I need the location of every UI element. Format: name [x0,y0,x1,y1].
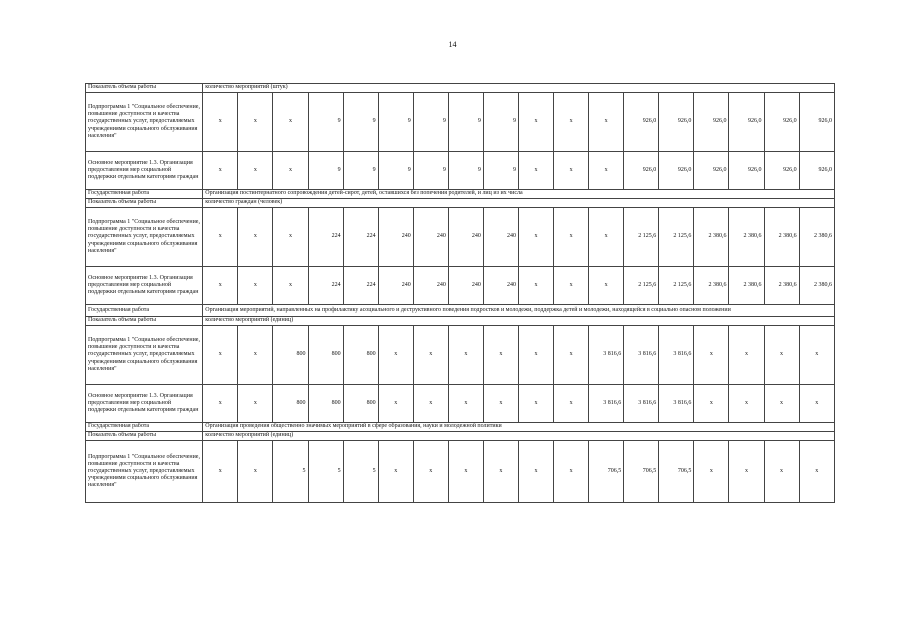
table-cell: x [764,441,799,503]
table-cell: 926,0 [624,152,659,190]
table-cell: x [203,326,238,385]
table-cell: 5 [308,441,343,503]
table-cell: 706,5 [659,441,694,503]
table-cell: x [554,93,589,152]
row-label: Основное мероприятие 1.3. Организация предоставления мер социальной поддержки отдельным категориям граждан [86,152,203,190]
table-cell: x [238,385,273,423]
table-cell: x [238,267,273,305]
table-cell: 3 816,6 [659,385,694,423]
table-cell: x [694,441,729,503]
section-row [86,305,835,317]
row-label: Основное мероприятие 1.3. Организация предоставления мер социальной поддержки отдельным категориям граждан [86,385,203,423]
table-cell: 240 [448,267,483,305]
row-description: Организация проведения общественно значимых мероприятий в сфере образования, науки и молодежной политики [203,423,835,432]
table-cell: 2 125,6 [624,208,659,267]
table-cell: 2 125,6 [659,267,694,305]
table-cell: x [799,326,834,385]
report-table [85,83,835,503]
table-cell: x [589,208,624,267]
row-label: Подпрограмма 1 "Социальное обеспечение, повышение доступности и качества государственных услуг, предоставляемых учреждениями социального обслуживания населения" [86,326,203,385]
table-row [86,326,835,385]
row-label: Государственная работа [86,190,203,199]
table-row [86,267,835,305]
table-cell: 9 [448,152,483,190]
table-cell: 800 [273,326,308,385]
table-cell: x [273,152,308,190]
table-cell: 926,0 [694,93,729,152]
row-label: Показатель объема работы [86,84,203,93]
table-cell: x [483,385,518,423]
table-cell: x [589,152,624,190]
table-cell: 800 [273,385,308,423]
table-cell: x [273,208,308,267]
table-cell: 9 [413,152,448,190]
row-description: Организация постинтернатного сопровождения детей-сирот, детей, оставшихся без попечения родителей, и лиц из их числа [203,190,835,199]
table-cell: 9 [413,93,448,152]
table-cell: x [378,326,413,385]
table-cell: x [764,326,799,385]
table-cell: 926,0 [659,152,694,190]
table-cell: x [554,152,589,190]
row-label: Показатель объема работы [86,432,203,441]
table-cell: 224 [308,267,343,305]
table-cell: 3 816,6 [624,385,659,423]
table-cell: 2 380,6 [729,267,764,305]
table-cell: 9 [483,93,518,152]
table-cell: x [518,152,553,190]
table-cell: 240 [448,208,483,267]
table-row [86,93,835,152]
table-cell: 926,0 [729,93,764,152]
table-cell: 2 380,6 [764,267,799,305]
table-cell: 706,5 [624,441,659,503]
table-cell: 5 [343,441,378,503]
table-cell: x [413,385,448,423]
table-cell: x [238,152,273,190]
table-cell: x [799,385,834,423]
table-cell: 9 [483,152,518,190]
table-cell: x [554,441,589,503]
table-cell: 926,0 [764,93,799,152]
table-cell: 224 [343,267,378,305]
table-cell: x [764,385,799,423]
table-cell: x [518,267,553,305]
table-cell: 240 [413,208,448,267]
table-cell: x [448,385,483,423]
table-cell: 926,0 [624,93,659,152]
table-cell: x [203,152,238,190]
section-row [86,199,835,208]
table-cell: 3 816,6 [659,326,694,385]
table-cell: x [203,93,238,152]
table-cell: x [378,385,413,423]
table-cell: x [203,208,238,267]
table-cell: 9 [378,152,413,190]
section-row [86,190,835,199]
row-description: количество мероприятий (единиц) [203,432,835,441]
row-label: Показатель объема работы [86,317,203,326]
table-cell: 240 [378,267,413,305]
table-cell: x [273,267,308,305]
table-cell: x [413,441,448,503]
table-cell: x [483,441,518,503]
row-label: Государственная работа [86,423,203,432]
table-cell: x [273,93,308,152]
table-cell: 800 [343,326,378,385]
table-cell: x [238,208,273,267]
table-row [86,385,835,423]
table-cell: 224 [308,208,343,267]
table-cell: x [729,326,764,385]
table-cell: x [238,93,273,152]
table-cell: 3 816,6 [589,385,624,423]
table-cell: x [238,441,273,503]
table-cell: x [413,326,448,385]
table-cell: 926,0 [694,152,729,190]
table-cell: x [554,267,589,305]
table-cell: 3 816,6 [624,326,659,385]
table-cell: x [518,385,553,423]
table-cell: x [203,441,238,503]
table-cell: 9 [378,93,413,152]
row-description: количество граждан (человек) [203,199,835,208]
table-cell: 926,0 [799,152,834,190]
row-description: количество мероприятий (единиц) [203,317,835,326]
table-cell: x [729,385,764,423]
section-row [86,423,835,432]
table-cell: 240 [483,208,518,267]
table-cell: x [694,326,729,385]
row-description: количество мероприятий (штук) [203,84,835,93]
row-label: Подпрограмма 1 "Социальное обеспечение, повышение доступности и качества государственных услуг, предоставляемых учреждениями социального обслуживания населения" [86,441,203,503]
table-cell: 2 125,6 [659,208,694,267]
table-cell: x [554,385,589,423]
page-number: 14 [448,40,457,49]
row-label: Государственная работа [86,305,203,317]
table-cell: x [729,441,764,503]
table-cell: 2 380,6 [694,267,729,305]
table-cell: 9 [343,93,378,152]
table-cell: 2 380,6 [764,208,799,267]
table-cell: 800 [343,385,378,423]
table-cell: 240 [413,267,448,305]
table-cell: x [554,208,589,267]
row-label: Показатель объема работы [86,199,203,208]
table-cell: 2 380,6 [799,208,834,267]
table-cell: 5 [273,441,308,503]
table-cell: 9 [448,93,483,152]
table-cell: x [448,326,483,385]
section-row [86,317,835,326]
table-cell: x [518,326,553,385]
table-cell: 9 [343,152,378,190]
table-cell: 926,0 [799,93,834,152]
section-row [86,84,835,93]
table-cell: x [203,385,238,423]
table-cell: x [518,441,553,503]
table-cell: 240 [483,267,518,305]
table-cell: x [799,441,834,503]
table-cell: 2 380,6 [799,267,834,305]
table-cell: 3 816,6 [589,326,624,385]
table-cell: x [518,208,553,267]
table-cell: 2 380,6 [694,208,729,267]
table-cell: x [448,441,483,503]
table-cell: x [378,441,413,503]
table-cell: 926,0 [729,152,764,190]
row-label: Подпрограмма 1 "Социальное обеспечение, повышение доступности и качества государственных услуг, предоставляемых учреждениями социального обслуживания населения" [86,208,203,267]
table-cell: 706,5 [589,441,624,503]
row-description: Организация мероприятий, направленных на профилактику асоциального и деструктивного поведения подростков и молодежи, поддержка детей и молодежи, находящейся в социально опасном положении [203,305,835,317]
table-cell: 9 [308,93,343,152]
table-cell: x [589,267,624,305]
table-cell: x [238,326,273,385]
table-cell: x [589,93,624,152]
table-cell: 2 380,6 [729,208,764,267]
report-table-body [86,84,835,503]
table-cell: 926,0 [764,152,799,190]
row-label: Основное мероприятие 1.3. Организация предоставления мер социальной поддержки отдельным категориям граждан [86,267,203,305]
table-cell: 9 [308,152,343,190]
table-cell: x [203,267,238,305]
table-cell: x [554,326,589,385]
table-cell: x [694,385,729,423]
table-cell: 224 [343,208,378,267]
table-cell: 240 [378,208,413,267]
table-cell: x [483,326,518,385]
section-row [86,432,835,441]
table-row [86,208,835,267]
table-cell: x [518,93,553,152]
table-cell: 800 [308,326,343,385]
table-row [86,441,835,503]
row-label: Подпрограмма 1 "Социальное обеспечение, повышение доступности и качества государственных услуг, предоставляемых учреждениями социального обслуживания населения" [86,93,203,152]
table-cell: 2 125,6 [624,267,659,305]
table-row [86,152,835,190]
table-cell: 926,0 [659,93,694,152]
table-cell: 800 [308,385,343,423]
